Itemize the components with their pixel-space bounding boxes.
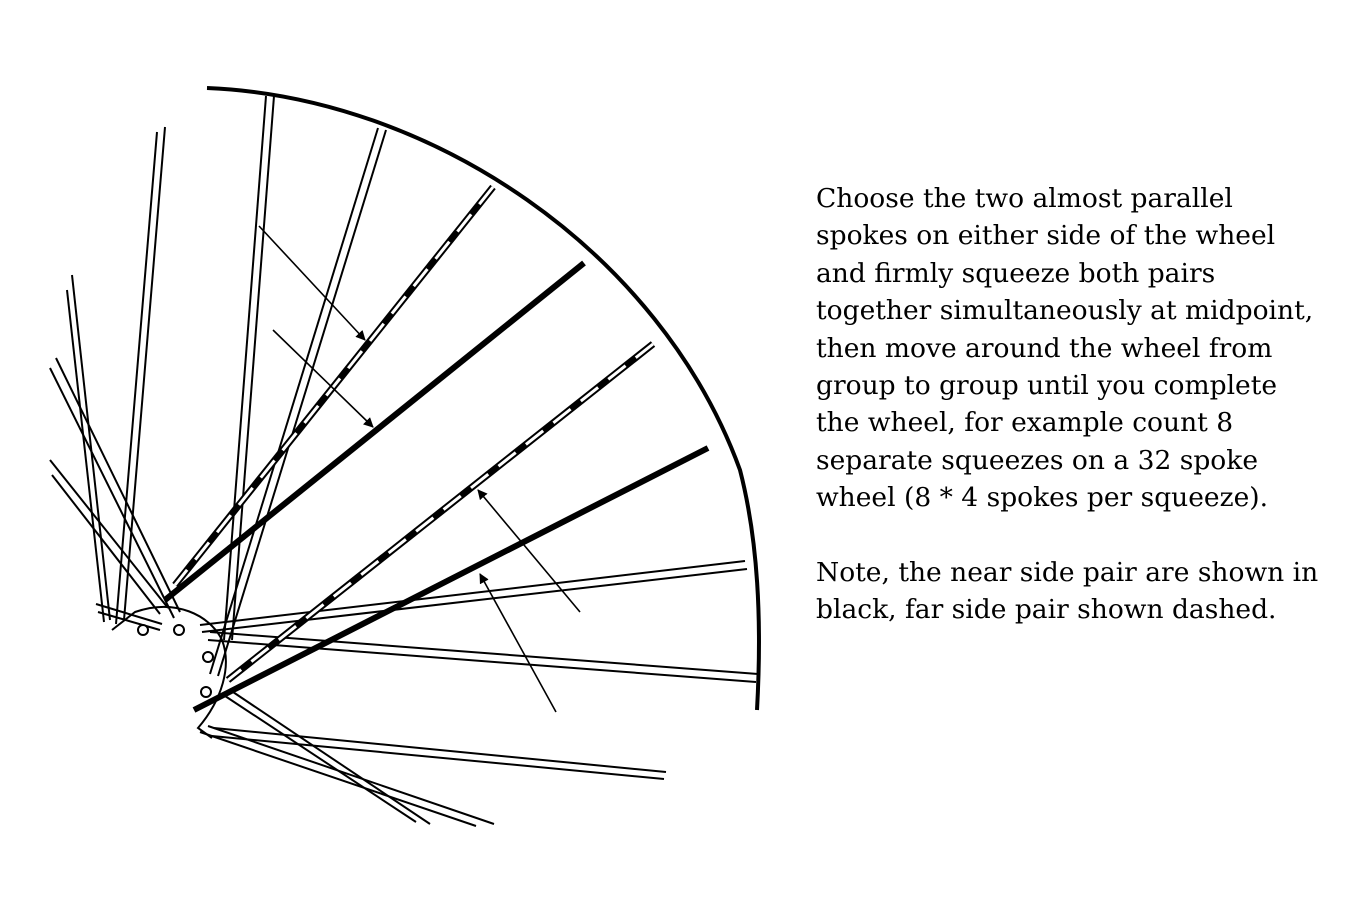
arrow (273, 330, 373, 427)
spoke (222, 694, 416, 822)
spoke (124, 127, 165, 620)
instruction-line: Choose the two almost parallel (816, 183, 1233, 214)
wheel-rim (207, 88, 759, 710)
spoke (52, 475, 160, 614)
spoke (50, 368, 174, 618)
instruction-line: group to group until you complete (816, 370, 1278, 402)
near-spoke (194, 448, 708, 710)
note-line: Note, the near side pair are shown in (816, 556, 1319, 588)
spoke (72, 275, 110, 620)
instruction-line: together simultaneously at midpoint, (816, 295, 1314, 327)
spoke (210, 632, 758, 674)
spoke (212, 736, 664, 779)
spoke (200, 732, 476, 826)
spoke (210, 128, 378, 674)
instructions-text (816, 180, 1319, 628)
instruction-line: then move around the wheel from (816, 332, 1273, 364)
spoke (50, 460, 168, 608)
instruction-line: spokes on either side of the wheel (816, 220, 1276, 252)
spoke (202, 569, 747, 632)
instruction-line: the wheel, for example count 8 (816, 407, 1234, 439)
spoke (230, 690, 430, 824)
hub-holes (138, 625, 213, 697)
spoke (67, 290, 104, 622)
background-spokes (50, 96, 758, 826)
note-line: black, far side pair shown dashed. (816, 594, 1277, 626)
arrow (259, 226, 365, 340)
instructions-paragraph (816, 180, 1316, 517)
spoke (232, 96, 274, 640)
instruction-line: separate squeezes on a 32 spoke (816, 444, 1258, 476)
spoke (56, 358, 180, 612)
instruction-line: and firmly squeeze both pairs (816, 257, 1216, 289)
hub-flange (112, 607, 226, 738)
near-spoke (165, 263, 584, 600)
far-side-spokes (175, 187, 653, 680)
note-paragraph (816, 554, 1319, 629)
instruction-line: wheel (8 * 4 spokes per squeeze). (816, 482, 1269, 514)
